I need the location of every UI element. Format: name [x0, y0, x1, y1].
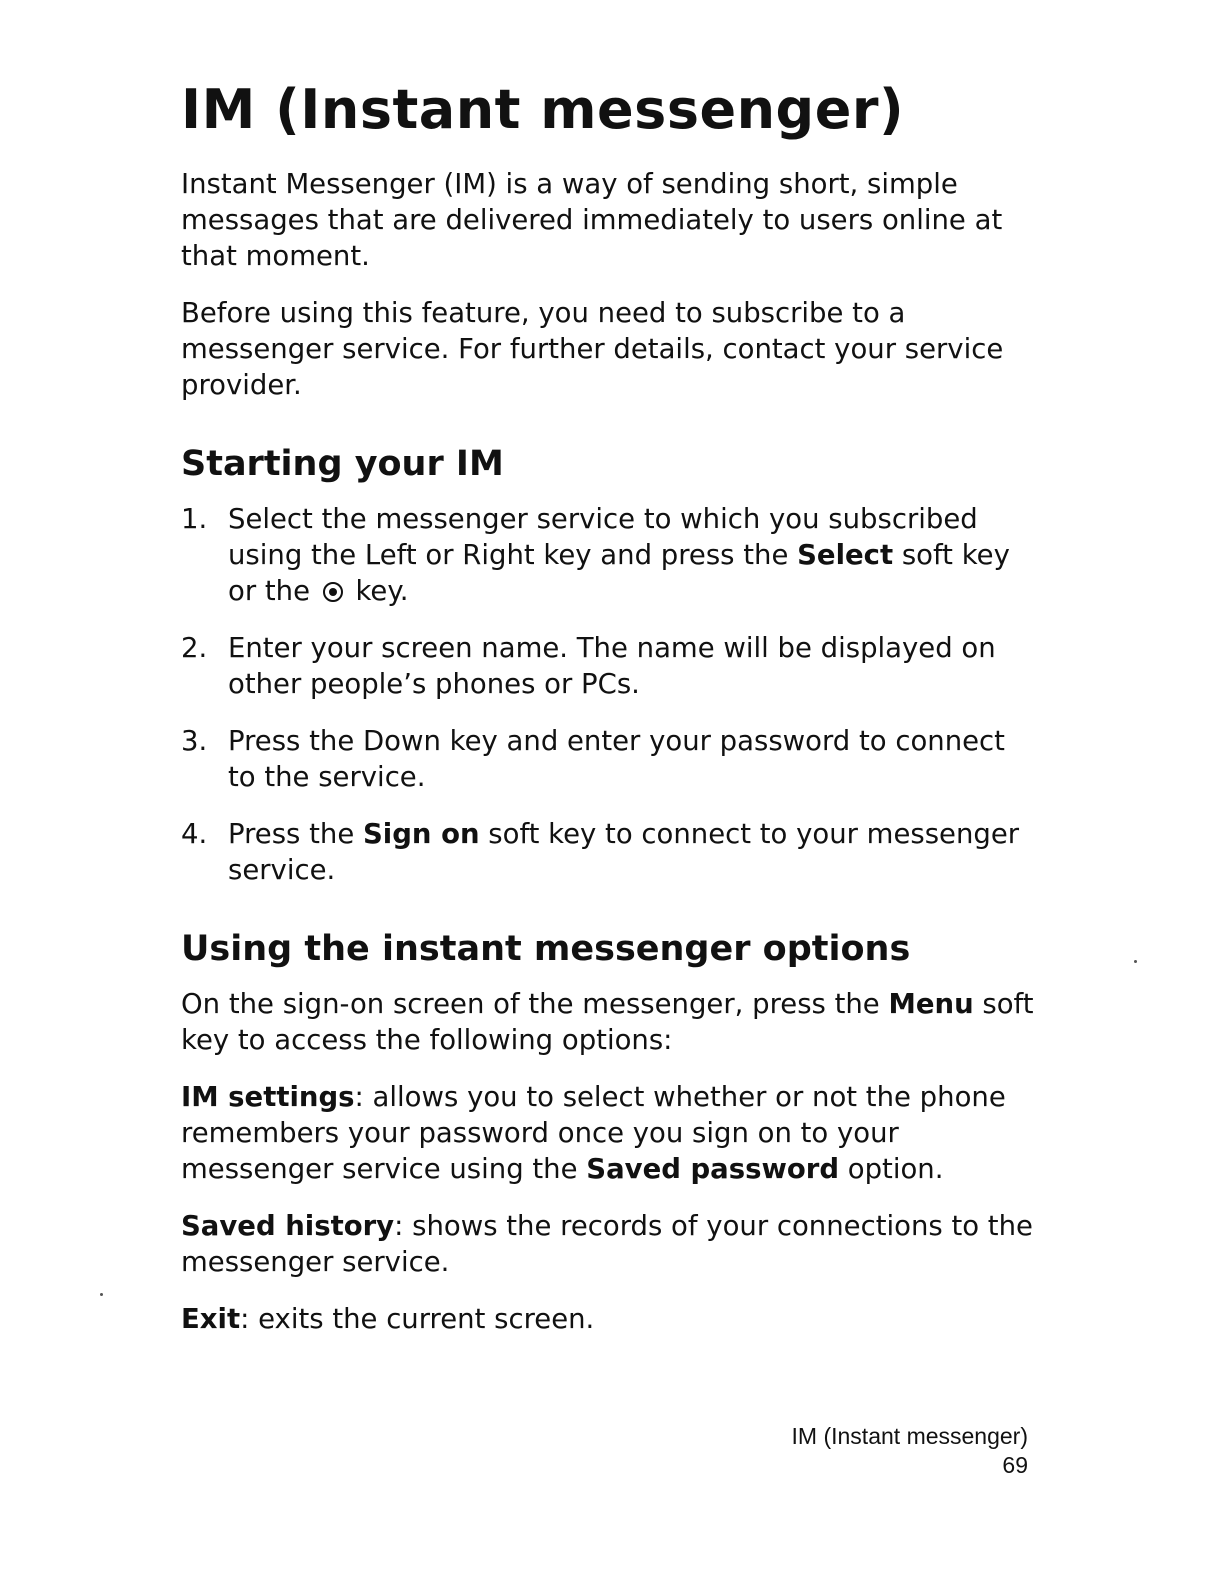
options-intro: On the sign-on screen of the messenger, press the Menu soft key to access the following options: [181, 987, 1034, 1056]
option-term: Exit [181, 1302, 241, 1335]
step-text: Enter your screen name. The name will be displayed on other people’s phones or PCs. [228, 631, 996, 700]
step-number: 1. [181, 502, 208, 535]
scan-speck [100, 1293, 103, 1296]
saved-password-label: Saved password [586, 1152, 840, 1185]
option-im-settings: IM settings: allows you to select whether or not the phone remembers your password once you sign on to your messenger service using the Saved password option. [181, 1080, 1006, 1185]
list-item [181, 816, 1041, 888]
list-item [181, 501, 1041, 609]
section-heading-starting: Starting your IM [181, 443, 504, 484]
step-number: 2. [181, 631, 208, 664]
list-item [181, 723, 1041, 795]
intro-paragraph-2: Before using this feature, you need to subscribe to a messenger service. For further details, contact your service provider. [181, 296, 1004, 401]
sign-on-softkey-label: Sign on [363, 817, 480, 850]
manual-page [181, 78, 1041, 1358]
step-number: 4. [181, 817, 208, 850]
select-softkey-label: Select [797, 538, 894, 571]
page-footer [792, 1422, 1028, 1480]
option-exit: Exit: exits the current screen. [181, 1302, 595, 1335]
footer-section-name: IM (Instant messenger) [791, 1423, 1028, 1449]
intro-paragraph-1: Instant Messenger (IM) is a way of sending short, simple messages that are delivered immediately to users online at that moment. [181, 167, 1003, 272]
step-text: Select the messenger service to which you subscribed using the Left or Right key and press the Select soft key or the key. [228, 502, 1010, 607]
list-item [181, 630, 1041, 702]
steps-list [181, 501, 1041, 888]
option-term: Saved history [181, 1209, 395, 1242]
ok-key-icon [323, 582, 343, 602]
menu-softkey-label: Menu [888, 987, 974, 1020]
scan-speck [1134, 960, 1137, 963]
step-text: Press the Sign on soft key to connect to your messenger service. [228, 817, 1020, 886]
step-number: 3. [181, 724, 208, 757]
section-heading-options: Using the instant messenger options [181, 928, 911, 969]
page-number: 69 [1002, 1452, 1028, 1478]
option-term: IM settings [181, 1080, 355, 1113]
option-saved-history: Saved history: shows the records of your connections to the messenger service. [181, 1209, 1033, 1278]
page-title: IM (Instant messenger) [181, 78, 905, 141]
step-text: Press the Down key and enter your password to connect to the service. [228, 724, 1005, 793]
